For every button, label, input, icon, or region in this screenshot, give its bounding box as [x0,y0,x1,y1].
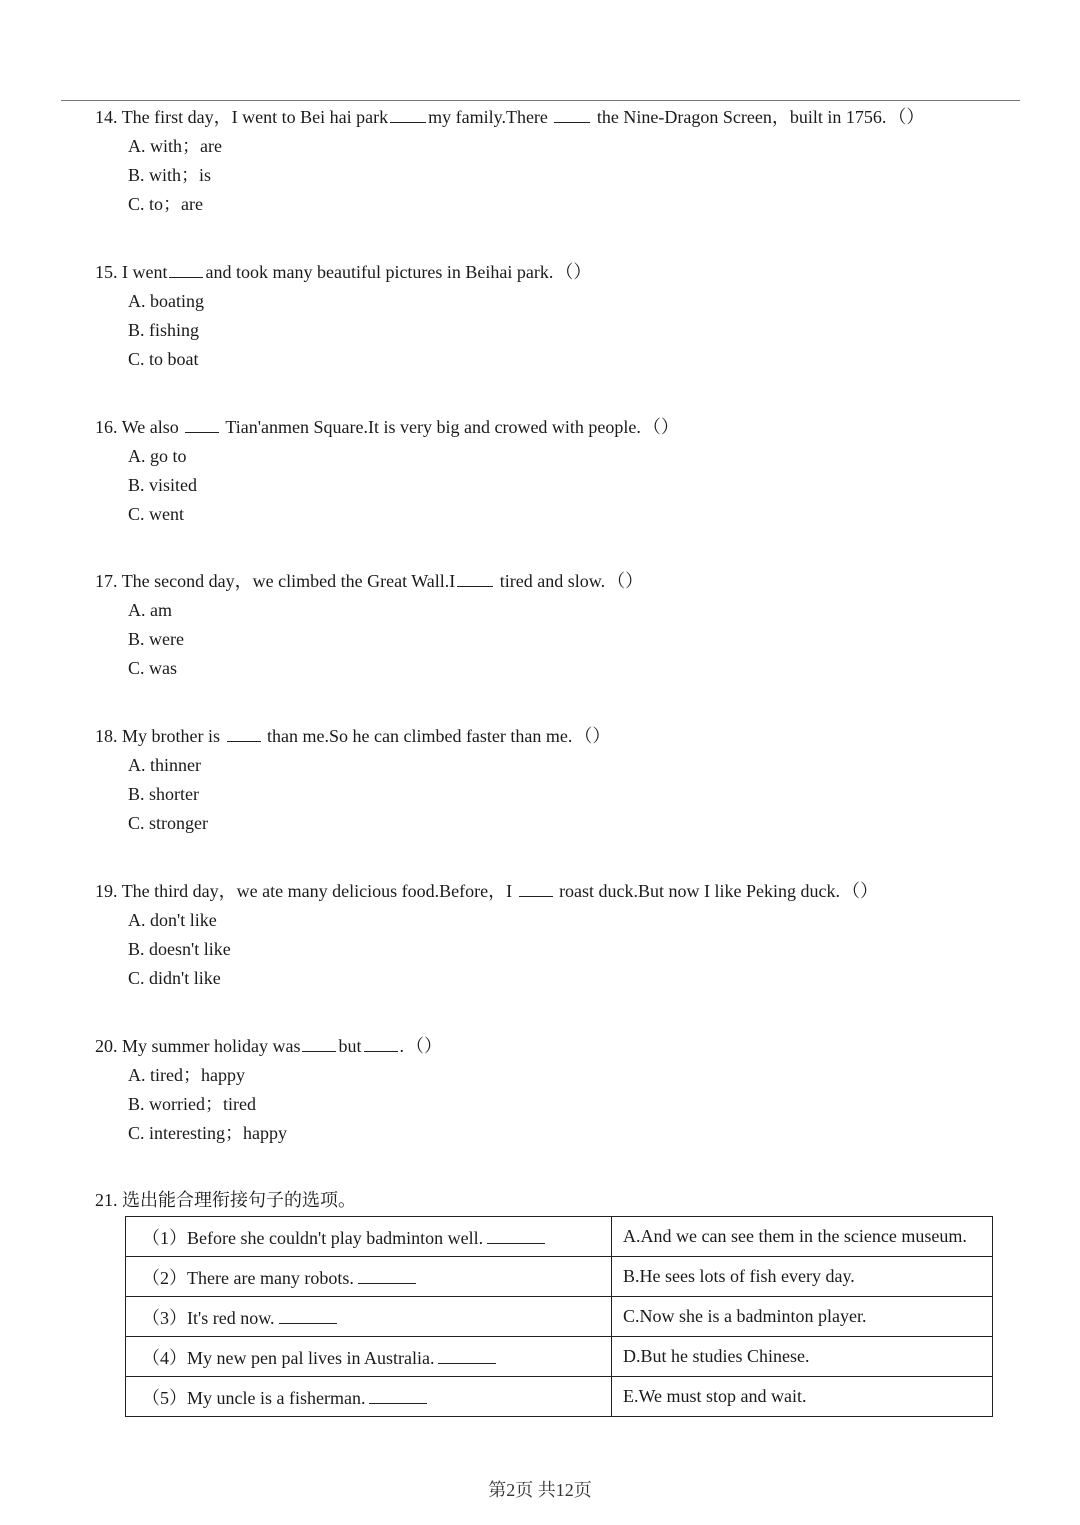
sentence-text: （5）My uncle is a fisherman. [142,1387,366,1408]
stem-text: We also [121,417,179,437]
answer-blank [169,259,203,278]
option-a: A. boating [128,291,204,311]
stem-text: . [399,1036,404,1056]
answer-blank [227,723,261,742]
option-b: B. worried；tired [128,1094,256,1114]
answer-blank [519,878,553,897]
option-a: A. tired；happy [128,1065,245,1085]
stem-text: but [338,1036,362,1056]
stem-text: the Nine-Dragon Screen，built in 1756. [596,107,887,127]
answer-blank [390,104,426,123]
table-row [126,1257,993,1297]
matching-table [125,1216,993,1417]
answer-paren: （） [406,1036,442,1056]
sentence-text: （4）My new pen pal lives in Australia. [142,1347,435,1368]
stem-text: Tian'anmen Square.It is very big and crowed with people. [225,417,641,437]
option-b: B. with；is [128,165,212,185]
stem-text: My summer holiday was [122,1036,301,1056]
table-cell-option: B.He sees lots of fish every day. [612,1257,993,1297]
question-15 [95,258,591,374]
answer-blank [302,1033,336,1052]
question-stem [95,567,643,596]
stem-text: tired and slow. [499,571,606,591]
page-footer: 第2页 共12页 [488,1480,592,1500]
answer-blank [369,1387,427,1404]
answer-paren: （） [555,262,592,282]
option-a: A. thinner [128,755,201,775]
header-rule [61,100,1020,101]
question-instruction: 选出能合理衔接句子的选项。 [122,1190,356,1210]
stem-text: The first day，I went to Bei hai park [121,107,389,127]
option-b: B. doesn't like [128,939,231,959]
question-number: 21. [95,1190,118,1210]
stem-text: The third day，we ate many delicious food.Before，I [121,881,513,901]
option-b: B. shorter [128,784,199,804]
stem-text: my family.There [428,107,548,127]
table-row [126,1297,993,1337]
table-row [126,1217,993,1257]
stem-text: and took many beautiful pictures in Beihai park. [205,262,554,282]
option-b: B. fishing [128,320,200,340]
stem-text: The second day，we climbed the Great Wall.I [121,571,456,591]
question-20 [95,1032,442,1148]
answer-blank [487,1227,545,1244]
table-row [126,1377,993,1417]
question-stem [95,258,591,287]
option-b: B. were [128,629,184,649]
table-cell-sentence [126,1257,612,1297]
question-number: 19. [95,881,118,901]
question-16 [95,413,679,529]
answer-paren: （） [607,571,644,591]
question-14 [95,103,924,219]
answer-blank [438,1347,496,1364]
question-number: 15. [95,262,118,282]
answer-paren: （） [642,417,679,437]
question-19 [95,877,878,993]
answer-paren: （） [574,726,611,746]
table-cell-sentence [126,1337,612,1377]
table-cell-option: D.But he studies Chinese. [612,1337,993,1377]
question-stem [95,1032,442,1061]
question-stem [95,103,924,132]
answer-blank [554,104,590,123]
question-number: 16. [95,417,118,437]
option-a: A. with；are [128,136,222,156]
question-number: 17. [95,571,118,591]
question-17 [95,567,643,683]
table-cell-option: A.And we can see them in the science museum. [612,1217,993,1257]
table-cell-sentence [126,1377,612,1417]
option-a: A. go to [128,446,187,466]
answer-paren: （） [888,107,925,127]
option-c: C. interesting；happy [128,1123,287,1143]
option-a: A. am [128,600,172,620]
option-c: C. went [128,504,184,524]
option-c: C. was [128,658,177,678]
question-number: 18. [95,726,118,746]
table-cell-option: E.We must stop and wait. [612,1377,993,1417]
table-cell-option: C.Now she is a badminton player. [612,1297,993,1337]
question-number: 14. [95,107,118,127]
stem-text: My brother is [122,726,220,746]
table-cell-sentence [126,1217,612,1257]
answer-blank [185,414,219,433]
stem-text: than me.So he can climbed faster than me. [267,726,573,746]
answer-blank [358,1267,416,1284]
answer-blank [457,568,493,587]
option-c: C. stronger [128,813,208,833]
sentence-text: （2）There are many robots. [142,1267,354,1288]
option-c: C. to boat [128,349,199,369]
table-cell-sentence [126,1297,612,1337]
question-stem [95,877,878,906]
question-18 [95,722,610,838]
option-a: A. don't like [128,910,217,930]
option-c: C. didn't like [128,968,221,988]
stem-text: I went [122,262,168,282]
stem-text: roast duck.But now I like Peking duck. [559,881,841,901]
answer-paren: （） [842,881,879,901]
option-c: C. to；are [128,194,203,214]
answer-blank [279,1307,337,1324]
sentence-text: （1）Before she couldn't play badminton well. [142,1227,484,1248]
question-stem [95,722,610,751]
option-b: B. visited [128,475,198,495]
answer-blank [364,1033,398,1052]
table-row [126,1337,993,1377]
question-number: 20. [95,1036,118,1056]
question-stem [95,413,679,442]
sentence-text: （3）It's red now. [142,1307,275,1328]
question-21 [95,1186,356,1215]
